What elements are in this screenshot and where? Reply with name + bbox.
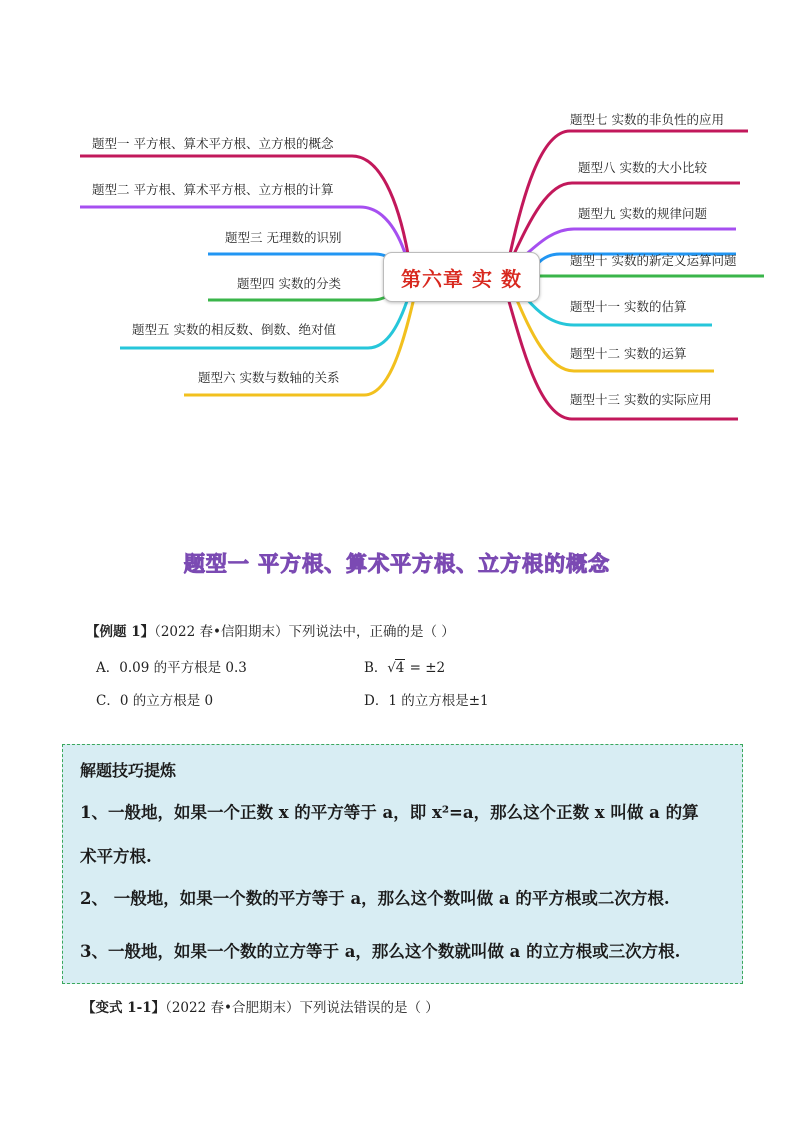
option-b-suffix: = ±2 [405, 660, 446, 676]
branch-label-left-2: 题型二 平方根、算术平方根、立方根的计算 [92, 182, 334, 197]
option-b-radicand: 4 [395, 660, 405, 676]
branch-line-right-7 [510, 131, 748, 254]
variant-tag: 【变式 1-1】 [82, 1000, 166, 1016]
example-1-source: （2022 春•信阳期末）下列说法中，正确的是（ ） [154, 624, 455, 640]
branch-label-left-1: 题型一 平方根、算术平方根、立方根的概念 [92, 136, 334, 151]
branch-label-right-12: 题型十二 实数的运算 [570, 346, 687, 361]
tips-line-2: 2、 一般地，如果一个数的平方等于 a，那么这个数叫做 a 的平方根或二次方根. [80, 889, 670, 908]
option-b-prefix: B． [364, 660, 388, 676]
branch-label-right-8: 题型八 实数的大小比较 [578, 160, 707, 175]
tips-line-1: 1、一般地，如果一个正数 x 的平方等于 a，即 x²=a，那么这个正数 x 叫做 a 的算 [80, 803, 699, 822]
chapter-title: 第六章 实 数 [401, 266, 522, 291]
section-title: 题型一 平方根、算术平方根、立方根的概念 [183, 551, 611, 576]
branch-label-right-11: 题型十一 实数的估算 [570, 299, 687, 314]
option-c: C．0 的立方根是 0 [96, 693, 214, 709]
branch-label-right-13: 题型十三 实数的实际应用 [570, 392, 712, 407]
branch-label-left-5: 题型五 实数的相反数、倒数、绝对值 [132, 322, 336, 337]
option-a: A．0.09 的平方根是 0.3 [96, 660, 247, 676]
example-1-question [86, 620, 455, 640]
branch-label-left-3: 题型三 无理数的识别 [225, 230, 342, 245]
branch-label-right-10: 题型十 实数的新定义运算问题 [570, 253, 737, 268]
tips-line-3: 3、一般地，如果一个数的立方等于 a，那么这个数就叫做 a 的立方根或三次方根. [80, 942, 681, 961]
example-1-tag: 【例题 1】 [86, 624, 155, 640]
branch-label-right-7: 题型七 实数的非负性的应用 [570, 112, 724, 127]
branch-label-left-6: 题型六 实数与数轴的关系 [198, 370, 340, 385]
tips-heading: 解题技巧提炼 [80, 761, 177, 780]
branch-label-left-4: 题型四 实数的分类 [237, 276, 341, 291]
variant-text: （2022 春•合肥期末）下列说法错误的是（ ） [165, 1000, 439, 1016]
branch-line-left-3 [208, 254, 400, 270]
option-d: D．1 的立方根是±1 [364, 693, 489, 709]
tips-line-1b: 术平方根. [80, 847, 152, 866]
option-b: B．√4 = ±2 [364, 660, 446, 676]
mindmap-center-node [383, 252, 540, 302]
branch-label-right-9: 题型九 实数的规律问题 [578, 206, 707, 221]
variant-1-1 [82, 996, 439, 1016]
